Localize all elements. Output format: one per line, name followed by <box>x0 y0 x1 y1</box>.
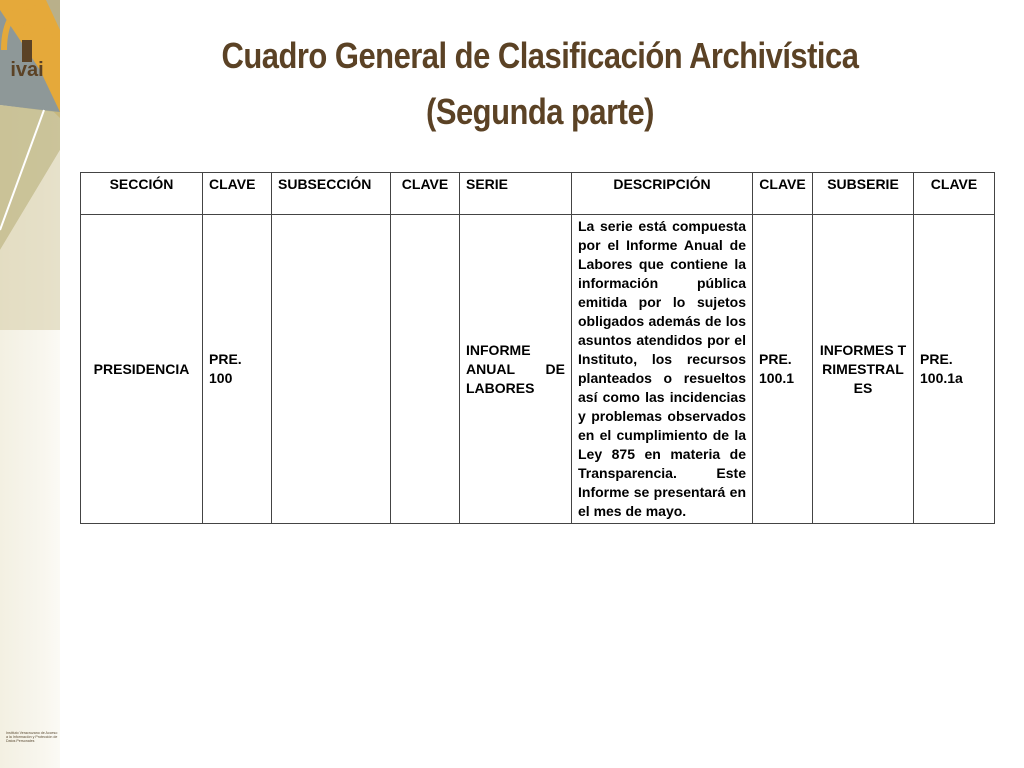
cell-descripcion: La serie está compuesta por el Informe Anual de Labores que contiene la información pública emitida por lo sujetos obligados además de los asuntos atendidos por el Instituto, los recursos planteados o resueltos así como las incidencias y problemas observados en el cumplimiento de la Ley 875 en materia de Transparencia. Este Informe se presentará en el mes de mayo. <box>572 215 753 524</box>
title-line-2: (Segunda parte) <box>426 91 654 132</box>
header-subseccion: SUBSECCIÓN <box>272 173 391 215</box>
header-serie: SERIE <box>460 173 572 215</box>
decorative-sidebar <box>0 0 60 768</box>
logo-wordmark: ivai <box>10 59 44 81</box>
header-descripcion: DESCRIPCIÓN <box>572 173 753 215</box>
table-header-row <box>81 173 995 215</box>
cell-clave-seccion: PRE. 100 <box>203 215 272 524</box>
header-clave-seccion: CLAVE <box>203 173 272 215</box>
cell-clave-subseccion <box>391 215 460 524</box>
classification-table <box>80 172 995 524</box>
page-title <box>127 28 953 140</box>
header-clave-subseccion: CLAVE <box>391 173 460 215</box>
header-clave-serie: CLAVE <box>753 173 813 215</box>
title-line-1: Cuadro General de Clasificación Archivística <box>221 35 859 76</box>
cell-subserie: INFORMES TRIMESTRALES <box>813 215 914 524</box>
cell-serie: INFORME ANUAL DE LABORES <box>460 215 572 524</box>
cell-clave-serie: PRE. 100.1 <box>753 215 813 524</box>
cell-seccion: PRESIDENCIA <box>81 215 203 524</box>
logo-caption: Instituto Veracruzano de Acceso a la Información y Protección de Datos Personales <box>6 731 58 744</box>
cell-subseccion <box>272 215 391 524</box>
table-row <box>81 215 995 524</box>
header-subserie: SUBSERIE <box>813 173 914 215</box>
header-clave-subserie: CLAVE <box>914 173 995 215</box>
header-seccion: SECCIÓN <box>81 173 203 215</box>
cell-clave-subserie: PRE. 100.1a <box>914 215 995 524</box>
ivai-logo <box>0 0 54 95</box>
